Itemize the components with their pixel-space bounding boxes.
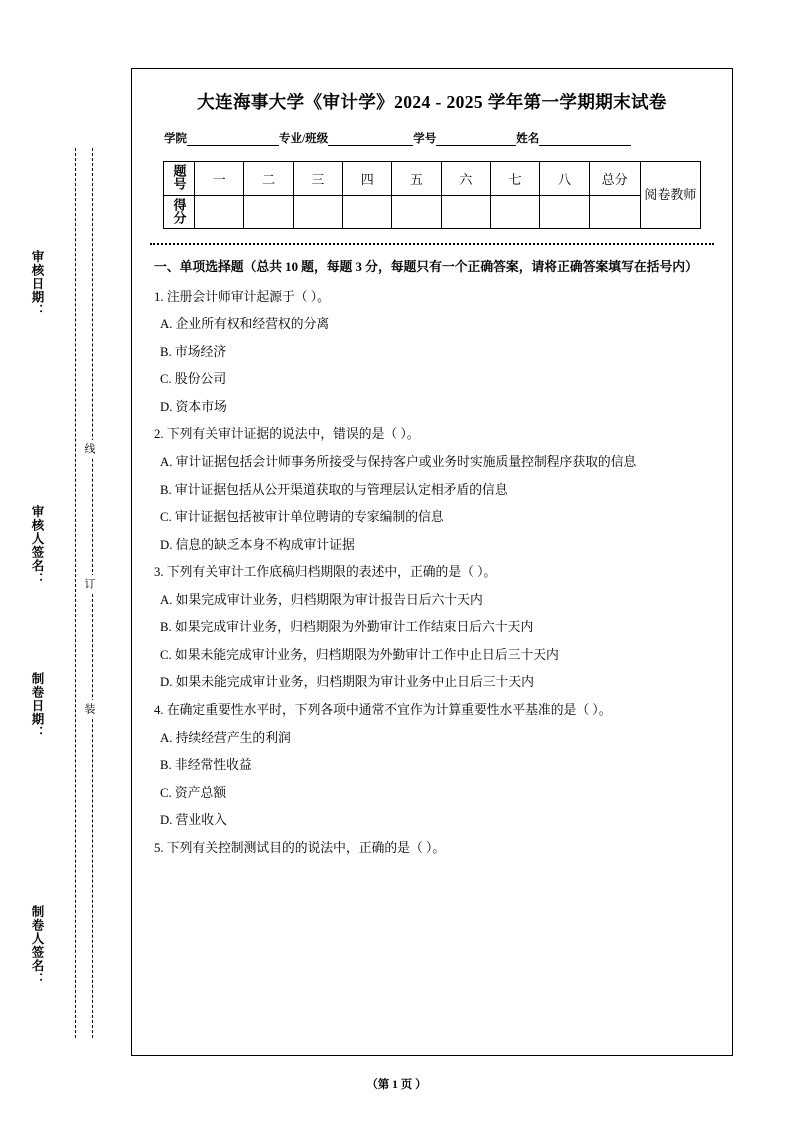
question-number: 5. xyxy=(154,840,164,855)
student-info-fields xyxy=(132,130,732,146)
margin-label-paper-date-text: 制卷日期： xyxy=(30,672,44,740)
score-cell-1[interactable] xyxy=(195,195,244,229)
field-input-major-class[interactable] xyxy=(328,132,413,146)
option-item: B. 审计证据包括从公开渠道获取的与管理层认定相矛盾的信息 xyxy=(160,482,508,497)
field-input-student-id[interactable] xyxy=(436,132,516,146)
score-table-row-label-score xyxy=(164,195,195,229)
section-heading: 一、单项选择题（总共 10 题，每题 3 分，每题只有一个正确答案，请将正确答案填写在括号内） xyxy=(154,260,698,275)
score-cell-5[interactable] xyxy=(392,195,441,229)
option-item: C. 如果未能完成审计业务，归档期限为外勤审计工作中止日后三十天内 xyxy=(160,647,559,662)
score-table-row-label-number xyxy=(164,162,195,196)
score-table-row-scores xyxy=(164,195,701,229)
question-text: 下列有关审计工作底稿归档期限的表述中，正确的是（ ）。 xyxy=(166,565,497,580)
score-cell-8[interactable] xyxy=(540,195,589,229)
question-number: 2. xyxy=(154,427,164,442)
option-item: B. 非经常性收益 xyxy=(160,758,252,773)
question-item xyxy=(154,701,710,720)
margin-label-audit-date xyxy=(28,250,46,318)
question-text: 下列有关控制测试目的的说法中，正确的是（ ）。 xyxy=(166,840,446,855)
score-col-5: 五 xyxy=(392,162,441,196)
seal-char-line: 线 xyxy=(81,440,97,457)
field-label-college: 学院 xyxy=(164,133,187,145)
option-item: A. 审计证据包括会计师事务所接受与保持客户或业务时实施质量控制程序获取的信息 xyxy=(160,455,637,470)
question-item xyxy=(154,563,710,582)
margin-label-paper-signature-text: 制卷人签名： xyxy=(30,905,44,986)
question-number: 3. xyxy=(154,565,164,580)
option-item: C. 股份公司 xyxy=(160,372,227,387)
question-text: 注册会计师审计起源于（ ）。 xyxy=(166,289,330,304)
score-col-1: 一 xyxy=(195,162,244,196)
field-label-major-class: 专业/班级 xyxy=(279,133,329,145)
score-col-2: 二 xyxy=(244,162,293,196)
question-item xyxy=(154,288,710,307)
score-cell-3[interactable] xyxy=(293,195,342,229)
score-col-3: 三 xyxy=(293,162,342,196)
score-cell-2[interactable] xyxy=(244,195,293,229)
score-col-7: 七 xyxy=(490,162,539,196)
score-col-8: 八 xyxy=(540,162,589,196)
margin-label-paper-signature xyxy=(28,905,46,986)
exam-body xyxy=(132,257,732,857)
option-item: B. 市场经济 xyxy=(160,344,227,359)
option-item: B. 如果完成审计业务，归档期限为外勤审计工作结束日后六十天内 xyxy=(160,620,534,635)
score-cell-6[interactable] xyxy=(441,195,490,229)
option-item: A. 持续经营产生的利润 xyxy=(160,730,291,745)
option-item: D. 如果未能完成审计业务，归档期限为审计业务中止日后三十天内 xyxy=(160,675,534,690)
page-footer: （第 1 页 ） xyxy=(366,1079,427,1091)
question-text: 在确定重要性水平时，下列各项中通常不宜作为计算重要性水平基准的是（ ）。 xyxy=(166,702,612,717)
option-item: D. 信息的缺乏本身不构成审计证据 xyxy=(160,537,355,552)
margin-dashed-line-inner xyxy=(92,148,93,1038)
margin-dashed-line-outer xyxy=(75,148,76,1038)
margin-label-auditor-signature xyxy=(28,505,46,586)
score-table xyxy=(163,161,701,229)
option-item: C. 审计证据包括被审计单位聘请的专家编制的信息 xyxy=(160,510,444,525)
score-table-row-header xyxy=(164,162,701,196)
question-number: 4. xyxy=(154,702,164,717)
option-item: D. 营业收入 xyxy=(160,813,227,828)
question-item xyxy=(154,425,710,444)
seal-char-bind: 订 xyxy=(81,575,97,592)
option-item: D. 资本市场 xyxy=(160,399,227,414)
score-col-6: 六 xyxy=(441,162,490,196)
margin-label-auditor-signature-text: 审核人签名： xyxy=(30,505,44,586)
score-row-label-score-text: 得分 xyxy=(171,197,187,224)
score-cell-total[interactable] xyxy=(589,195,640,229)
score-cell-7[interactable] xyxy=(490,195,539,229)
option-item: C. 资产总额 xyxy=(160,785,227,800)
score-col-total: 总分 xyxy=(589,162,640,196)
question-number: 1. xyxy=(154,289,164,304)
question-item xyxy=(154,839,710,858)
score-row-label-number-text: 题号 xyxy=(171,164,187,190)
left-margin-block xyxy=(0,0,130,1122)
seal-char-pack: 装 xyxy=(81,700,97,717)
score-col-4: 四 xyxy=(343,162,392,196)
page-title: 大连海事大学《审计学》2024 - 2025 学年第一学期期末试卷 xyxy=(197,92,667,112)
field-input-college[interactable] xyxy=(187,132,279,146)
dotted-divider xyxy=(150,243,714,245)
score-cell-4[interactable] xyxy=(343,195,392,229)
exam-paper xyxy=(131,68,733,1056)
option-item: A. 如果完成审计业务，归档期限为审计报告日后六十天内 xyxy=(160,592,483,607)
margin-label-paper-date xyxy=(28,672,46,740)
margin-label-audit-date-text: 审核日期： xyxy=(30,250,44,318)
field-label-student-id: 学号 xyxy=(413,133,437,145)
question-text: 下列有关审计证据的说法中，错误的是（ ）。 xyxy=(166,427,420,442)
field-label-name: 姓名 xyxy=(516,133,540,145)
option-item: A. 企业所有权和经营权的分离 xyxy=(160,317,330,332)
score-col-teacher: 阅卷教师 xyxy=(640,162,700,229)
field-input-name[interactable] xyxy=(539,132,631,146)
